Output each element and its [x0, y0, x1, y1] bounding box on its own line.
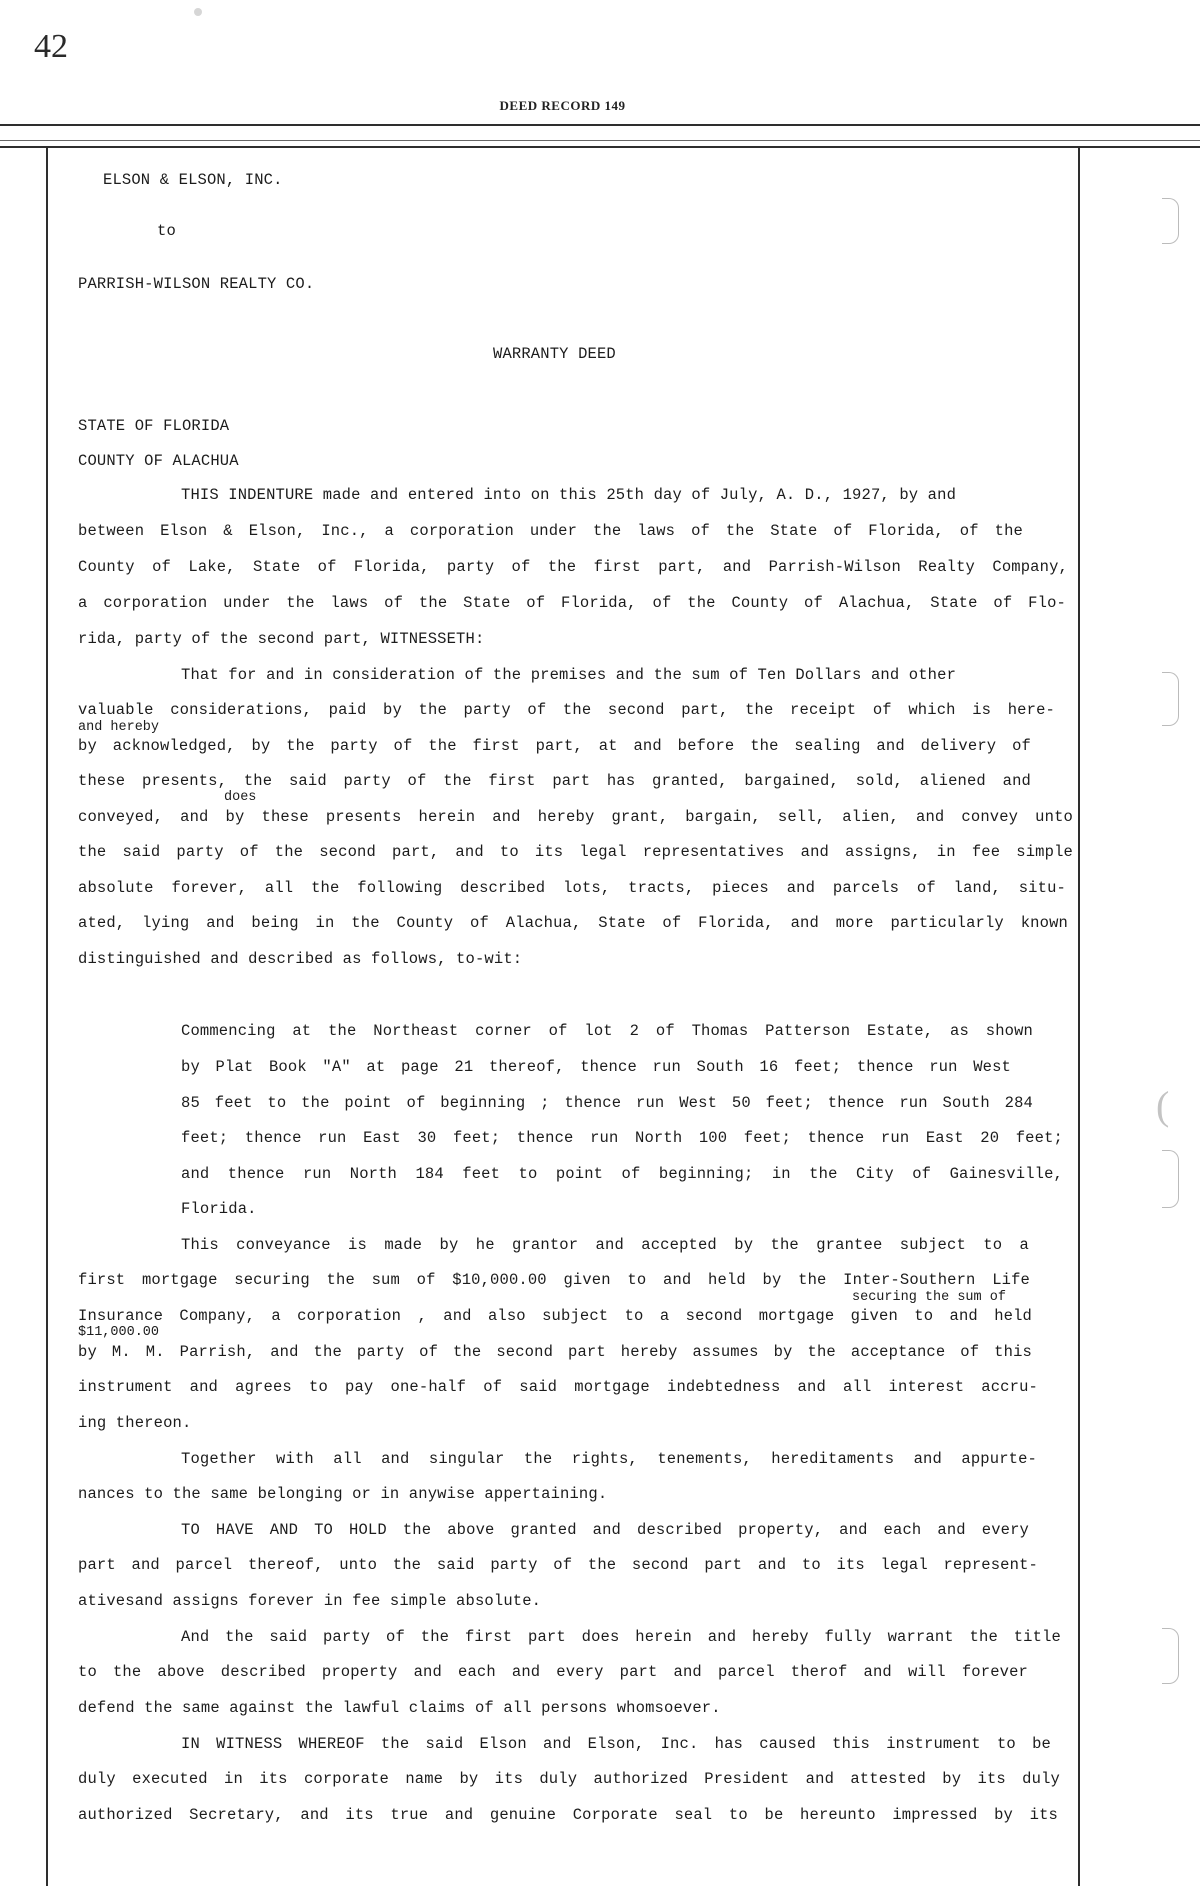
interlinear-insertion: $11,000.00	[78, 1325, 160, 1340]
body-line: That for and in consideration of the premises and the sum of Ten Dollars and other	[181, 666, 957, 684]
body-line: by acknowledged, by the party of the first part, at and before the sealing and delivery of	[78, 737, 1031, 755]
body-line: THIS INDENTURE made and entered into on this 25th day of July, A. D., 1927, by and	[181, 486, 957, 504]
legal-description-line: by Plat Book "A" at page 21 thereof, thence run South 16 feet; thence run West	[181, 1058, 1011, 1076]
interlinear-insertion: does	[224, 790, 257, 805]
binding-bracket	[1162, 672, 1179, 726]
venue-state: STATE OF FLORIDA	[78, 417, 230, 435]
page-number: 42	[34, 28, 68, 65]
legal-description-line: feet; thence run East 30 feet; thence run North 100 feet; thence run East 20 feet;	[181, 1129, 1063, 1147]
record-book-title: DEED RECORD 149	[499, 98, 626, 113]
legal-description-line: Florida.	[181, 1200, 257, 1218]
body-line: conveyed, and by these presents herein and hereby grant, bargain, sell, alien, and convey unto	[78, 808, 1073, 826]
body-line: between Elson & Elson, Inc., a corporation under the laws of the State of Florida, of the	[78, 522, 1023, 540]
body-line: ing thereon.	[78, 1414, 192, 1432]
body-line: a corporation under the laws of the State of Florida, of the County of Alachua, State of Flo-	[78, 594, 1066, 612]
grantee-name: PARRISH-WILSON REALTY CO.	[78, 275, 315, 293]
body-line: by M. M. Parrish, and the party of the second part hereby assumes by the acceptance of this	[78, 1343, 1032, 1361]
body-line: these presents, the said party of the first part has granted, bargained, sold, aliened and	[78, 772, 1031, 790]
body-line: Together with all and singular the rights, tenements, hereditaments and appurte-	[181, 1450, 1037, 1468]
body-line: distinguished and described as follows, to-wit:	[78, 950, 523, 968]
binding-bracket	[1162, 1628, 1179, 1684]
body-line: IN WITNESS WHEREOF the said Elson and Elson, Inc. has caused this instrument to be	[181, 1735, 1051, 1753]
frame-top-rule	[0, 146, 1200, 148]
body-line: ated, lying and being in the County of Alachua, State of Florida, and more particularly known	[78, 914, 1068, 932]
body-line: the said party of the second part, and to its legal representatives and assigns, in fee simple	[78, 843, 1073, 861]
binding-bracket	[1162, 1150, 1179, 1208]
legal-description-line: 85 feet to the point of beginning ; thence run West 50 feet; thence run South 284	[181, 1094, 1033, 1112]
legal-description-line: Commencing at the Northeast corner of lot 2 of Thomas Patterson Estate, as shown	[181, 1022, 1033, 1040]
frame-right-rule	[1078, 146, 1080, 1886]
frame-left-rule	[46, 146, 48, 1886]
venue-county: COUNTY OF ALACHUA	[78, 452, 239, 470]
body-line: instrument and agrees to pay one-half of said mortgage indebtedness and all interest accru-	[78, 1378, 1038, 1396]
interlinear-insertion: and hereby	[78, 720, 160, 735]
body-line: County of Lake, State of Florida, party of the first part, and Parrish-Wilson Realty Company,	[78, 558, 1068, 576]
deed-type-title: WARRANTY DEED	[493, 345, 616, 363]
body-line: Insurance Company, a corporation , and also subject to a second mortgage given to and held	[78, 1307, 1032, 1325]
body-line: And the said party of the first part does herein and hereby fully warrant the title	[181, 1628, 1061, 1646]
body-line: ativesand assigns forever in fee simple absolute.	[78, 1592, 542, 1610]
body-line: to the above described property and each and every part and parcel therof and will forever	[78, 1663, 1028, 1681]
body-line: nances to the same belonging or in anywise appertaining.	[78, 1485, 608, 1503]
body-line: rida, party of the second part, WITNESSETH:	[78, 630, 485, 648]
punch-hole-mark	[194, 8, 202, 16]
body-line: absolute forever, all the following described lots, tracts, pieces and parcels of land, situ-	[78, 879, 1066, 897]
to-label: to	[157, 222, 176, 240]
body-line: first mortgage securing the sum of $10,000.00 given to and held by the Inter-Southern Life	[78, 1271, 1030, 1289]
body-line: defend the same against the lawful claims of all persons whomsoever.	[78, 1699, 721, 1717]
body-line: part and parcel thereof, unto the said party of the second part and to its legal represent-	[78, 1556, 1038, 1574]
legal-description-line: and thence run North 184 feet to point of beginning; in the City of Gainesville,	[181, 1165, 1063, 1183]
body-line: This conveyance is made by he grantor and accepted by the grantee subject to a	[181, 1236, 1029, 1254]
header-rule	[0, 124, 1200, 126]
body-line: duly executed in its corporate name by its duly authorized President and attested by its duly	[78, 1770, 1060, 1788]
interlinear-insertion: securing the sum of	[852, 1290, 1006, 1305]
body-line: TO HAVE AND TO HOLD the above granted and described property, and each and every	[181, 1521, 1029, 1539]
header-rule-thin	[0, 140, 1200, 141]
body-line: valuable considerations, paid by the party of the second part, the receipt of which is here-	[78, 701, 1055, 719]
binding-bracket	[1162, 198, 1179, 244]
grantor-name: ELSON & ELSON, INC.	[103, 171, 283, 189]
body-line: authorized Secretary, and its true and genuine Corporate seal to be hereunto impressed by its	[78, 1806, 1058, 1824]
binding-mark: (	[1156, 1083, 1170, 1128]
